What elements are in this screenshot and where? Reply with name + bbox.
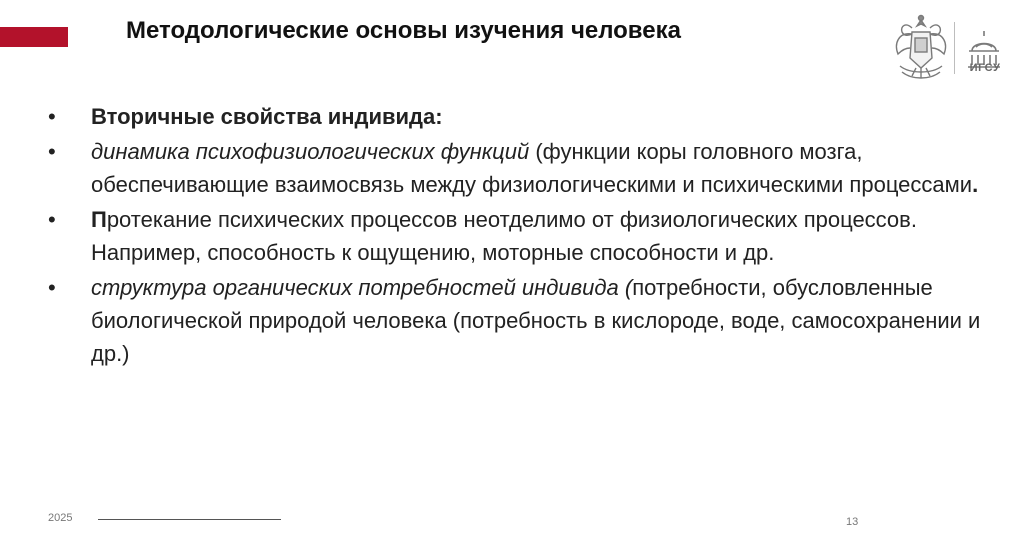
bullet-marker: • — [48, 207, 56, 232]
slide-title: Методологические основы изучения человека — [126, 17, 681, 44]
list-item — [48, 203, 1008, 269]
bullet-marker: • — [48, 139, 56, 164]
double-headed-eagle-emblem-icon — [892, 14, 950, 82]
bullet-italic-term: структура органических потребностей индивида ( — [91, 275, 633, 300]
list-item — [48, 135, 1008, 201]
bullet-text: ротекание психических процессов неотделимо от физиологических процессов. Например, способность к ощущению, моторные способности и др. — [91, 207, 917, 265]
igsu-logo-text: ИГСУ — [969, 62, 1001, 74]
bullet-marker: • — [48, 275, 56, 300]
bullet-heading: Вторичные свойства индивида: — [91, 104, 443, 129]
list-item — [48, 100, 1008, 133]
footer-year: 2025 — [48, 512, 73, 524]
footer-divider — [98, 519, 281, 520]
bullet-text: потребности, обусловленные биологической природой человека (потребность в кислороде, воде, самосохранении и др.) — [91, 275, 981, 366]
bullet-italic-term: динамика психофизиологических функций — [91, 139, 530, 164]
logo-divider — [954, 22, 955, 74]
bullet-marker: • — [48, 104, 56, 129]
bullet-end-mark: . — [972, 172, 979, 197]
bullet-list — [48, 100, 1008, 372]
bullet-lead-letter: П — [91, 207, 107, 232]
bullet-text: (функции коры головного мозга, обеспечивающие взаимосвязь между физиологическими и психическими процессами — [91, 139, 973, 197]
page-number: 13 — [846, 516, 859, 528]
list-item — [48, 271, 1008, 370]
logo-area — [890, 12, 1014, 84]
accent-bar — [0, 27, 68, 47]
